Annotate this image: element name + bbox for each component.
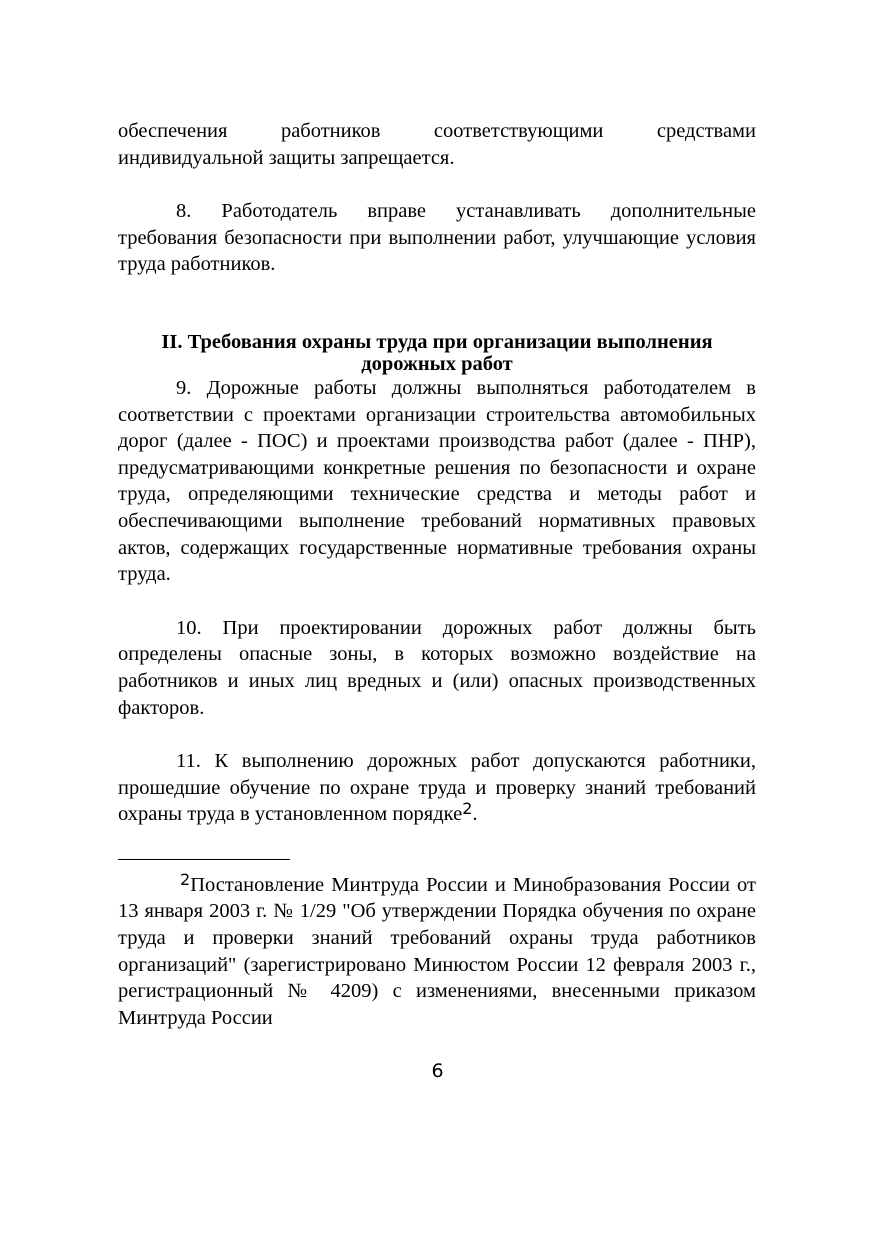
- footnote-marker: 2: [180, 869, 191, 889]
- spacer: [118, 278, 756, 331]
- footnote-separator: [118, 859, 290, 860]
- footnote: [118, 869, 756, 1032]
- document-page: [118, 118, 756, 1031]
- footnote-reference: 2: [462, 799, 473, 819]
- section-heading: [118, 331, 756, 375]
- spacer: [118, 171, 756, 198]
- paragraph-9: 9. Дорожные работы должны выполняться работодателем в соответствии с проектами организации строительства автомобильных дорог (далее - ПОС) и проектами производства работ (далее - ПНР), предусматривающими конкретные решения по безопасности и охране труда, определяющими технические средства и методы работ и обеспечивающими выполнение требований нормативных правовых актов, содержащих государственные нормативные требования охраны труда.: [118, 376, 756, 586]
- paragraph-10: 10. При проектировании дорожных работ должны быть определены опасные зоны, в которых возможно воздействие на работников и иных лиц вредных и (или) опасных производственных факторов.: [118, 616, 756, 719]
- paragraph-11-end: .: [472, 803, 478, 826]
- paragraph-11-text: 11. К выполнению дорожных работ допускаются работники, прошедшие обучение по охране труда и проверку знаний требований охраны труда в установленном порядке: [118, 750, 756, 826]
- spacer: [118, 588, 756, 615]
- section-heading-line-2: дорожных работ: [361, 352, 513, 375]
- footnote-text: Постановление Минтруда России и Минобразования России от 13 января 2003 г. № 1/29 "Об утверждении Порядка обучения по охране труда и проверки знаний требований охраны труда работников организаций" (зарегистрировано Минюстом России 12 февраля 2003 г., регистрационный № 4209) с изменениями, внесенными приказом Минтруда России: [118, 873, 756, 1029]
- paragraph-7-continuation: обеспечения работников соответствующими средствами индивидуальной защиты запрещается.: [118, 120, 756, 169]
- spacer: [118, 721, 756, 748]
- page-number: 6: [431, 1060, 444, 1082]
- section-heading-line-1: II. Требования охраны труда при организации выполнения: [161, 330, 713, 353]
- paragraph-8: 8. Работодатель вправе устанавливать дополнительные требования безопасности при выполнении работ, улучшающие условия труда работников.: [118, 200, 756, 276]
- paragraph-11: [118, 748, 756, 828]
